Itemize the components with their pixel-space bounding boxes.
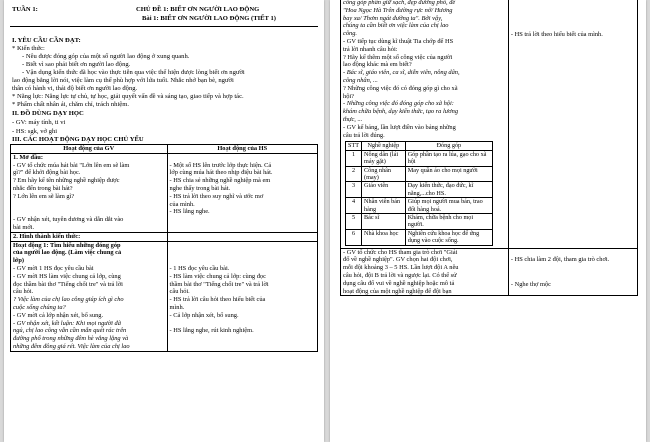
- occupation-row: [346, 229, 493, 245]
- knowledge-item: - Biết vì sao phải biết ơn người lao động.: [22, 61, 131, 68]
- knowledge-item: - Nêu được đóng góp của một số người lao động ở xung quanh.: [22, 53, 190, 60]
- occupation-contribution: Khám, chữa bệnh cho mọi người.: [405, 214, 492, 230]
- text-line: - GV mời cả lớp nhận xét, bổ sung.: [13, 311, 104, 319]
- text-line: cuộc sống chúng ta?: [13, 303, 66, 311]
- document-page-2: [330, 0, 646, 442]
- occupation-contribution: Nghiên cứu khoa học để ứng dụng vào cuộc sống.: [405, 229, 492, 245]
- text-line: - GV tổ chức cho HS tham gia trò chơi "Giải: [343, 248, 458, 256]
- text-line: "Hoa Ngọc Hà Trên đường rực nở/ Hương: [343, 6, 453, 14]
- text-line: công góp phần giữ sạch, đẹp đường phố, để: [343, 0, 456, 6]
- hs-cell: [167, 241, 317, 351]
- text-line: đường phố trong những đêm hè vắng lặng và: [13, 335, 129, 343]
- text-line: [170, 257, 315, 265]
- text-line: hội?: [343, 92, 355, 100]
- text-line: - 1 HS đọc yêu cầu bài.: [169, 264, 230, 272]
- section-3-heading: III. CÁC HOẠT ĐỘNG DẠY HỌC CHỦ YẾU: [12, 136, 144, 143]
- text-line: - GV mời HS làm việc chung cả lớp, cùng: [13, 272, 121, 280]
- topic-title: CHỦ ĐỀ 1: BIẾT ƠN NGƯỜI LAO ĐỘNG: [136, 6, 260, 13]
- occupation-row: [346, 182, 493, 198]
- text-line: chúng ta cần biết ơn việc làm của chị lao: [343, 22, 449, 30]
- text-line: - HS chia sẻ những nghề nghiệp mà em: [169, 177, 271, 185]
- text-line: ? Việc làm của chị lao công giúp ích gì cho: [13, 296, 124, 304]
- text-line: bay xa/ Thơm ngát đường ta". Bởi vậy,: [343, 14, 443, 22]
- text-line: bài mới.: [13, 223, 35, 231]
- hs-cell: [508, 0, 637, 248]
- text-line: - GV nhận xét, tuyên dương và dẫn dắt vào: [13, 216, 124, 224]
- text-line: 2. Hình thành kiến thức:: [13, 232, 81, 240]
- occupation-contribution: Giúp mọi người mua bán, trao đổi hàng hoá.: [405, 198, 492, 214]
- text-line: của người lao động. (Làm việc chung cả: [13, 249, 122, 257]
- gv-cell: [341, 0, 509, 248]
- occupation-row: [346, 198, 493, 214]
- header-divider: [10, 26, 318, 27]
- occupation-name: Công nhân (may): [362, 166, 406, 182]
- header-hs: Hoạt động của HS: [167, 145, 317, 154]
- text-line: - HS trả lời câu hỏi theo hiểu biết của: [169, 296, 266, 304]
- text-line: dụng câu đố vui về nghề nghiệp hoặc mô tả: [343, 279, 455, 287]
- gv-cell: [341, 248, 509, 296]
- text-line: nhắc đến trong bài hát?: [13, 184, 73, 192]
- text-line: câu trả lời đúng.: [343, 131, 385, 139]
- table-row: [11, 153, 318, 232]
- week-label: TUẦN 1:: [12, 6, 38, 13]
- skills-text: * Năng lực: Năng lực tự chủ, tự học, giải quyết vấn đề và sáng tạo, giao tiếp và hợp tác.: [12, 93, 244, 100]
- occupation-index: 6: [346, 229, 362, 245]
- text-line: công nhân, ...: [343, 76, 378, 84]
- header-gv: Hoạt động của GV: [11, 145, 168, 154]
- hs-cell: [508, 248, 637, 296]
- text-line: - HS lắng nghe, rút kinh nghiệm.: [169, 327, 254, 335]
- text-line: Hoạt động 1: Tìm hiểu những đóng góp: [13, 241, 121, 249]
- knowledge-item: - Vận dụng kiến thức đã học vào thực tiễn qua việc thể hiện được lòng biết ơn người: [22, 69, 245, 76]
- text-line: trả lời nhanh câu hỏi:: [343, 45, 398, 53]
- text-line: - Một số HS lên trước lớp thực hiện. Cả: [169, 161, 272, 169]
- activities-table: [10, 144, 318, 352]
- occupation-contribution: Góp phần tạo ra lúa, gạo cho xã hội: [405, 150, 492, 166]
- text-line: gì?" để khởi động bài học.: [13, 169, 81, 177]
- occupation-name: Giáo viên: [362, 182, 406, 198]
- occupation-index: 1: [346, 150, 362, 166]
- text-line: đọc thầm bài thơ "Tiếng chổi tre" và trả lời: [13, 280, 123, 288]
- occupation-row: [346, 214, 493, 230]
- text-line: của mình.: [169, 200, 195, 208]
- text-line: [170, 249, 315, 257]
- occupation-header-cell: Đóng góp: [405, 142, 492, 150]
- section-1-heading: I. YÊU CẦU CẦN ĐẠT:: [12, 37, 81, 44]
- section-2-heading: II. ĐỒ DÙNG DẠY HỌC: [12, 110, 84, 117]
- knowledge-item: thân có hành vi, thái độ biết ơn người lao động.: [12, 85, 138, 92]
- text-line: câu hỏi.: [169, 288, 190, 296]
- text-line: mỗi đội khoảng 3 – 5 HS. Lần lượt đội A nêu: [343, 264, 459, 272]
- hs-cell: [167, 232, 317, 241]
- knowledge-item: lao động bằng lời nói, việc làm cụ thể phù hợp với lứa tuổi. Nhắc nhở bạn bè, người: [12, 77, 234, 84]
- lesson-title: Bài 1: BIẾT ƠN NGƯỜI LAO ĐỘNG (TIẾT 1): [142, 15, 276, 22]
- text-line: - GV mời 1 HS đọc yêu cầu bài: [13, 264, 94, 272]
- table-row: [341, 0, 638, 248]
- text-line: - GV nhận xét, kết luận: Khi mọi người đã: [13, 319, 121, 327]
- occupation-header-cell: Nghề nghiệp: [362, 142, 406, 150]
- text-line: ngủ, chị lao công vẫn cần mẫn quét rác trên: [13, 327, 127, 335]
- text-line: ? Hãy kể thêm một số công việc của người: [343, 53, 453, 61]
- table-row: [11, 232, 318, 241]
- occupation-contribution: May quần áo cho mọi người: [405, 166, 492, 182]
- knowledge-label: * Kiến thức:: [12, 45, 45, 52]
- hs-cell: [167, 153, 317, 232]
- text-line: hoạt động của một nghề nghiệp để đội bạn: [343, 287, 452, 295]
- activities-table-continued: [340, 0, 638, 296]
- document-page-1: [4, 0, 324, 442]
- text-line: ? Những công việc đó có đóng góp gì cho xã: [343, 84, 458, 92]
- occupation-name: Nhà khoa học: [362, 229, 406, 245]
- text-line: - HS trả lời theo suy nghĩ và ước mơ: [169, 192, 264, 200]
- text-line: khám chữa bệnh, dạy kiến thức, tạo ra lương: [343, 108, 459, 116]
- occupation-name: Nhân viên bán hàng: [362, 198, 406, 214]
- text-line: ? Lớn lên em sẽ làm gì?: [13, 192, 75, 200]
- occupation-contribution: Dạy kiến thức, đạo đức, kĩ năng,...cho HS.: [405, 182, 492, 198]
- text-line: thực, ...: [343, 115, 363, 123]
- hs-answer-carpenter: - Nghe thợ mộc: [510, 281, 552, 289]
- text-line: câu hỏi, đội B trả lời và ngược lại. Có thể sử: [343, 272, 457, 280]
- gv-cell: [11, 232, 168, 241]
- quality-text: * Phẩm chất nhân ái, chăm chỉ, trách nhiệm.: [12, 101, 130, 108]
- table-header-row: [11, 145, 318, 154]
- text-line: 1. Mở đầu:: [13, 153, 43, 161]
- text-line: - HS làm việc chung cả lớp: cùng đọc: [169, 272, 266, 280]
- occupation-name: Nông dân (lái máy gặt): [362, 150, 406, 166]
- occupation-index: 3: [346, 182, 362, 198]
- text-line: - Bác sĩ, giáo viên, ca sĩ, diễn viên, nông dân,: [343, 69, 460, 77]
- occupation-header-row: [346, 142, 493, 150]
- table-row: [11, 241, 318, 351]
- gv-cell: [11, 241, 168, 351]
- text-line: nghe thấy trong bài hát.: [169, 184, 231, 192]
- teacher-materials: - GV: máy tính, ti vi: [12, 119, 66, 126]
- text-line: - HS lắng nghe.: [169, 208, 210, 216]
- occupation-row: [346, 166, 493, 182]
- text-line: [170, 320, 315, 328]
- text-line: - GV tổ chức múa hát bài "Lớn lên em sẽ làm: [13, 161, 130, 169]
- text-line: đố về nghề nghiệp". GV chọn hai đội chơi,: [343, 256, 453, 264]
- text-line: [13, 208, 165, 216]
- text-line: công.: [343, 30, 358, 38]
- text-line: - Những công việc đó đóng góp cho xã hội:: [343, 100, 454, 108]
- gv-cell: [11, 153, 168, 232]
- text-line: [170, 154, 315, 162]
- occupation-index: 4: [346, 198, 362, 214]
- text-line: - Cả lớp nhận xét, bổ sung.: [169, 311, 239, 319]
- text-line: câu hỏi.: [13, 288, 34, 296]
- text-line: [13, 201, 165, 209]
- text-line: ? Em hãy kể tên những nghề nghiệp được: [13, 177, 120, 185]
- text-line: - GV kể bảng, lần lượt điền vào bảng những: [343, 123, 456, 131]
- text-line: lao động khác mà em biết?: [343, 61, 412, 69]
- student-materials: - HS: sgk, vở ghi: [12, 128, 58, 135]
- text-line: mình.: [169, 303, 185, 311]
- occupation-table: [345, 141, 493, 245]
- occupation-row: [346, 150, 493, 166]
- hs-game-note: - HS chia làm 2 đội, tham gia trò chơi.: [510, 255, 610, 263]
- text-line: thầm bài thơ "Tiếng chổi tre" và trả lời: [169, 280, 269, 288]
- text-line: [170, 242, 315, 250]
- text-line: lớp cùng múa hát theo nhịp điệu bài hát.: [169, 169, 273, 177]
- occupation-name: Bác sĩ: [362, 214, 406, 230]
- text-line: lớp): [13, 257, 24, 265]
- table-row: [341, 248, 638, 296]
- text-line: - GV tiếp tục dùng kĩ thuật Tia chớp để HS: [343, 37, 454, 45]
- occupation-header-cell: STT: [346, 142, 362, 150]
- hs-answer: - HS trả lời theo hiểu biết của mình.: [510, 31, 603, 38]
- occupation-index: 5: [346, 214, 362, 230]
- occupation-index: 2: [346, 166, 362, 182]
- text-line: những đêm đông giá rét. Việc làm của chị lao: [13, 342, 130, 350]
